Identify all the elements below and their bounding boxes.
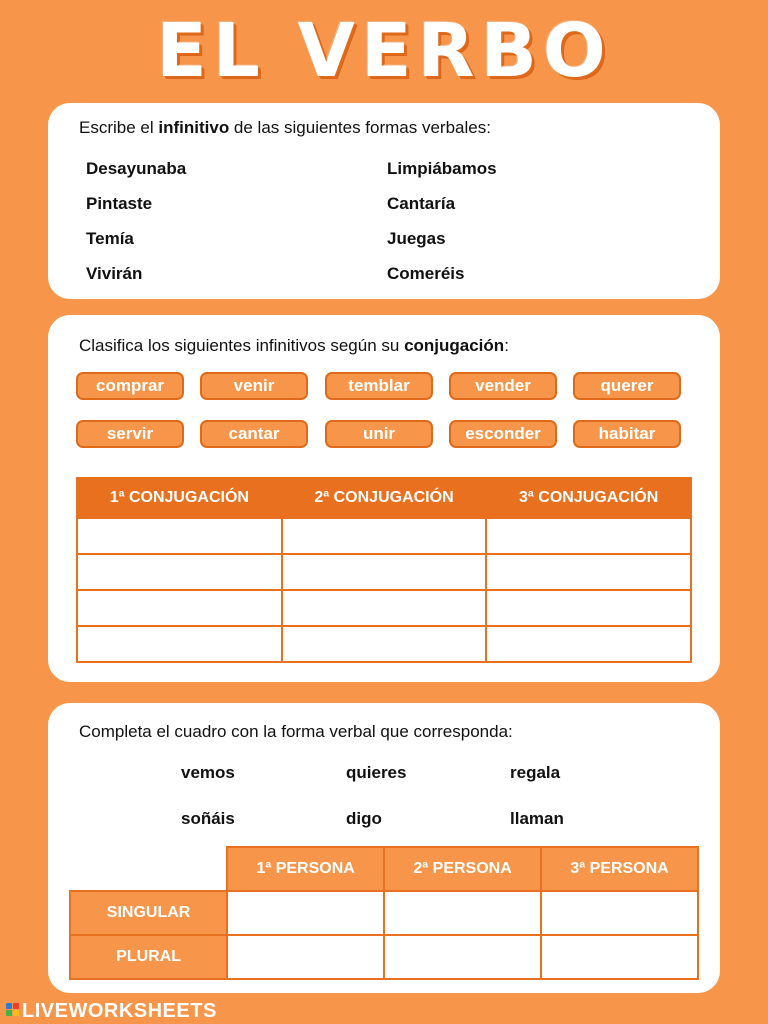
infinitive-chip[interactable]: servir — [76, 420, 184, 448]
answer-cell[interactable] — [486, 518, 691, 554]
answer-cell[interactable] — [282, 518, 487, 554]
person-instruction: Completa el cuadro con la forma verbal que corresponda: — [79, 722, 513, 741]
answer-cell[interactable] — [77, 518, 282, 554]
verb-form: llaman — [510, 809, 564, 828]
column-header: 3ª CONJUGACIÓN — [486, 478, 691, 518]
liveworksheets-icon — [6, 1003, 20, 1021]
instruction-bold: conjugación — [404, 336, 505, 355]
answer-cell[interactable] — [282, 554, 487, 590]
answer-cell[interactable] — [541, 891, 698, 935]
verb-form: Desayunaba — [86, 159, 187, 178]
answer-cell[interactable] — [227, 891, 384, 935]
infinitive-chip[interactable]: vender — [449, 372, 557, 400]
verb-form: Cantaría — [387, 194, 456, 213]
answer-cell[interactable] — [282, 590, 487, 626]
verb-form: Juegas — [387, 229, 446, 248]
infinitive-chip[interactable]: habitar — [573, 420, 681, 448]
instruction-text: Escribe el — [79, 118, 159, 137]
empty-corner — [70, 847, 227, 891]
verb-form: quieres — [346, 763, 407, 782]
verb-form: regala — [510, 763, 561, 782]
instruction-text: de las siguientes formas verbales: — [229, 118, 491, 137]
answer-cell[interactable] — [486, 626, 691, 662]
column-header: 1ª CONJUGACIÓN — [77, 478, 282, 518]
instruction-text: : — [504, 336, 509, 355]
column-header: 1ª PERSONA — [227, 847, 384, 891]
answer-cell[interactable] — [227, 935, 384, 979]
verb-form: Temía — [86, 229, 134, 248]
row-header: PLURAL — [70, 935, 227, 979]
column-header: 3ª PERSONA — [541, 847, 698, 891]
instruction-bold: infinitivo — [158, 118, 230, 137]
brand-text: LIVEWORKSHEETS — [22, 1000, 217, 1022]
infinitive-chip[interactable]: temblar — [325, 372, 433, 400]
answer-cell[interactable] — [384, 935, 541, 979]
infinitive-chip[interactable]: esconder — [449, 420, 557, 448]
column-header: 2ª CONJUGACIÓN — [282, 478, 487, 518]
page-title: EL VERBO — [156, 8, 612, 94]
answer-cell[interactable] — [77, 626, 282, 662]
column-header: 2ª PERSONA — [384, 847, 541, 891]
verb-form: vemos — [181, 763, 235, 782]
instruction-text: Clasifica los siguientes infinitivos según su — [79, 336, 405, 355]
verb-form: Limpiábamos — [387, 159, 497, 178]
verb-form: soñáis — [181, 809, 235, 828]
answer-cell[interactable] — [77, 590, 282, 626]
infinitive-instruction — [79, 118, 491, 138]
infinitive-chip[interactable]: cantar — [200, 420, 308, 448]
verb-form: Vivirán — [86, 264, 143, 283]
answer-cell[interactable] — [541, 935, 698, 979]
verb-form: Comeréis — [387, 264, 465, 283]
person-table — [69, 846, 699, 980]
answer-cell[interactable] — [384, 891, 541, 935]
answer-cell[interactable] — [486, 554, 691, 590]
infinitive-chip[interactable]: comprar — [76, 372, 184, 400]
conjugation-table — [76, 477, 692, 663]
conjugation-instruction — [79, 336, 509, 356]
row-header: SINGULAR — [70, 891, 227, 935]
infinitive-chip[interactable]: querer — [573, 372, 681, 400]
liveworksheets-logo — [6, 1000, 217, 1023]
answer-cell[interactable] — [282, 626, 487, 662]
answer-cell[interactable] — [77, 554, 282, 590]
verb-form: digo — [346, 809, 382, 828]
answer-cell[interactable] — [486, 590, 691, 626]
verb-form: Pintaste — [86, 194, 153, 213]
infinitive-chip[interactable]: venir — [200, 372, 308, 400]
infinitive-chip[interactable]: unir — [325, 420, 433, 448]
